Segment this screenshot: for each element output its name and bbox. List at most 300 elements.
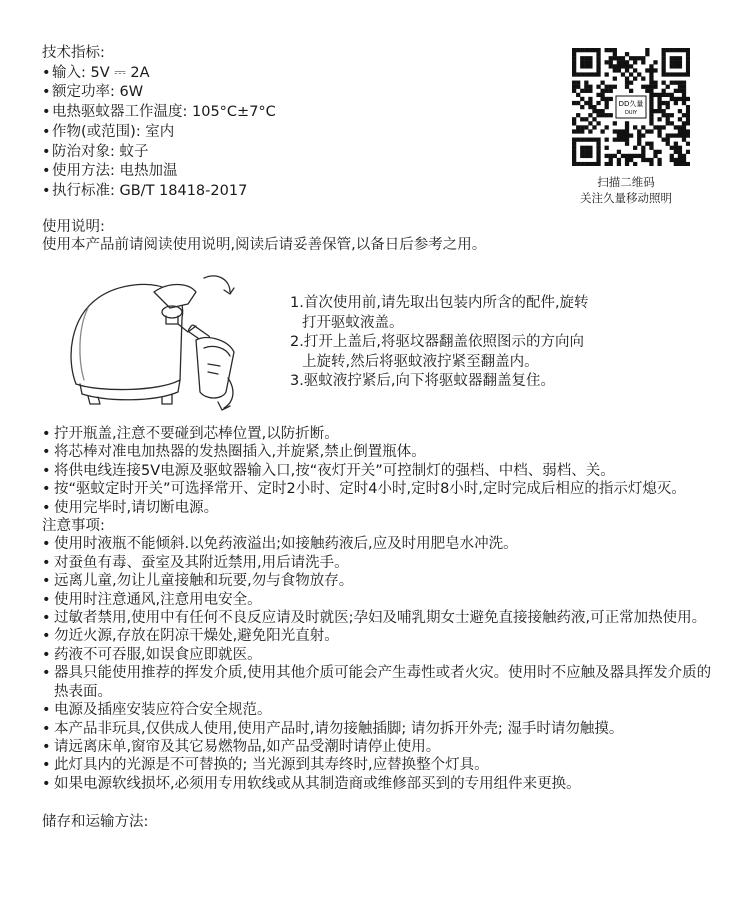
qr-module [621, 72, 625, 76]
caution-item: • 使用时注意通风,注意用电安全。 [42, 591, 722, 609]
qr-module [666, 105, 670, 109]
qr-module [678, 129, 682, 133]
qr-module [605, 105, 609, 109]
qr-module [682, 85, 686, 89]
qr-module [596, 64, 600, 68]
qr-module [596, 121, 600, 125]
qr-module [588, 129, 592, 133]
qr-module [662, 109, 666, 113]
qr-module [572, 48, 576, 52]
qr-module [572, 89, 576, 93]
qr-module [580, 105, 584, 109]
qr-module [617, 56, 621, 60]
qr-module [674, 97, 678, 101]
qr-module [645, 68, 649, 72]
qr-module [674, 125, 678, 129]
qr-module [609, 97, 613, 101]
qr-module [666, 85, 670, 89]
spec-item-temperature: • 电热驱蚊器工作温度: 105°C±7°C [42, 103, 562, 123]
qr-module [674, 158, 678, 162]
qr-module [596, 101, 600, 105]
qr-module [645, 52, 649, 56]
qr-module [605, 146, 609, 150]
qr-section [572, 48, 692, 206]
qr-module [670, 93, 674, 97]
qr-module [572, 85, 576, 89]
caution-item: • 此灯具内的光源是不可替换的; 当光源到其寿终时,应替换整个灯具。 [42, 756, 722, 774]
qr-module [645, 158, 649, 162]
qr-module [576, 138, 580, 142]
qr-module [653, 109, 657, 113]
spec-item-scope: • 作物(或范围): 室内 [42, 123, 562, 143]
qr-module [572, 64, 576, 68]
caution-list [42, 535, 722, 793]
qr-module [682, 101, 686, 105]
qr-module [637, 142, 641, 146]
qr-module [662, 52, 666, 56]
qr-module [580, 97, 584, 101]
qr-module [609, 85, 613, 89]
qr-module [649, 105, 653, 109]
qr-module [633, 162, 637, 166]
qr-module [670, 56, 674, 60]
qr-module [674, 72, 678, 76]
qr-module [609, 158, 613, 162]
qr-module [613, 129, 617, 133]
qr-module [686, 129, 690, 133]
qr-module [670, 72, 674, 76]
qr-module [617, 162, 621, 166]
qr-module [596, 85, 600, 89]
qr-module [588, 85, 592, 89]
qr-module [666, 142, 670, 146]
qr-module [609, 56, 613, 60]
qr-module [649, 81, 653, 85]
qr-module [666, 93, 670, 97]
qr-module [600, 89, 604, 93]
qr-module [588, 138, 592, 142]
qr-module [653, 150, 657, 154]
qr-module [670, 146, 674, 150]
caution-item: • 电源及插座安装应符合安全规范。 [42, 701, 722, 719]
qr-module [584, 138, 588, 142]
qr-module [637, 133, 641, 137]
qr-module [605, 125, 609, 129]
usage-bullet-2: • 将芯棒对准电加热器的发热圈插入,并旋紧,禁止倒置瓶体。 [42, 443, 722, 461]
qr-module [584, 117, 588, 121]
qr-module [637, 154, 641, 158]
qr-module [633, 56, 637, 60]
qr-module [678, 133, 682, 137]
spec-item-power: • 额定功率: 6W [42, 83, 562, 103]
qr-module [686, 72, 690, 76]
qr-module [662, 64, 666, 68]
qr-module [584, 60, 588, 64]
qr-module [682, 158, 686, 162]
qr-module [596, 146, 600, 150]
qr-module [682, 154, 686, 158]
caution-title: 注意事项: [42, 518, 105, 535]
qr-module [605, 162, 609, 166]
spec-item-method: • 使用方法: 电热加温 [42, 162, 562, 182]
qr-module [629, 64, 633, 68]
qr-module [572, 52, 576, 56]
spec-item-target: • 防治对象: 蚊子 [42, 143, 562, 163]
usage-step-2 [290, 333, 690, 353]
qr-module [629, 158, 633, 162]
qr-module [678, 150, 682, 154]
qr-module [682, 113, 686, 117]
qr-module [625, 68, 629, 72]
qr-module [674, 146, 678, 150]
qr-caption [566, 174, 686, 206]
qr-module [625, 64, 629, 68]
qr-module [670, 158, 674, 162]
qr-module [600, 129, 604, 133]
qr-module [580, 129, 584, 133]
qr-module [625, 142, 629, 146]
qr-module [641, 158, 645, 162]
spec-item-standard: • 执行标准: GB/T 18418-2017 [42, 182, 562, 202]
qr-module [674, 89, 678, 93]
qr-module [641, 60, 645, 64]
qr-module [572, 81, 576, 85]
qr-module [686, 113, 690, 117]
qr-module [576, 81, 580, 85]
qr-module [666, 133, 670, 137]
usage-step-1-line1: 1.首次使用前,请先取出包装内所含的配件,旋转 [290, 295, 589, 311]
qr-module [649, 162, 653, 166]
qr-module [641, 133, 645, 137]
qr-module [588, 97, 592, 101]
qr-module [596, 109, 600, 113]
qr-module [674, 133, 678, 137]
qr-module [584, 56, 588, 60]
qr-module [580, 138, 584, 142]
qr-module [605, 101, 609, 105]
qr-module [600, 97, 604, 101]
qr-module [625, 125, 629, 129]
qr-module [649, 64, 653, 68]
usage-step-list [290, 294, 690, 392]
qr-module [633, 76, 637, 80]
qr-module [613, 48, 617, 52]
qr-module [613, 121, 617, 125]
qr-module [666, 113, 670, 117]
qr-module [666, 121, 670, 125]
qr-module [584, 125, 588, 129]
qr-module [682, 162, 686, 166]
qr-module [596, 154, 600, 158]
qr-module [576, 162, 580, 166]
qr-module [605, 85, 609, 89]
qr-module [584, 89, 588, 93]
qr-module [613, 76, 617, 80]
qr-module [600, 113, 604, 117]
device-illustration [58, 268, 278, 416]
qr-module [653, 68, 657, 72]
caution-item: • 远离儿童,勿让儿童接触和玩要,勿与食物放存。 [42, 572, 722, 590]
qr-module [649, 101, 653, 105]
qr-module [588, 64, 592, 68]
qr-module [686, 150, 690, 154]
qr-module [609, 60, 613, 64]
qr-module [584, 146, 588, 150]
qr-module [584, 162, 588, 166]
usage-step-1 [290, 294, 690, 314]
qr-module [588, 89, 592, 93]
qr-module [657, 117, 661, 121]
qr-module [584, 154, 588, 158]
qr-module [621, 56, 625, 60]
qr-module [617, 158, 621, 162]
qr-module [580, 150, 584, 154]
caution-item: • 器具只能使用推荐的挥发介质,使用其他介质可能会产生毒性或者火灾。使用时不应触及器具挥发介质的热表面。 [42, 664, 722, 701]
qr-module [686, 142, 690, 146]
qr-module [686, 133, 690, 137]
qr-module [670, 48, 674, 52]
qr-module [678, 72, 682, 76]
qr-module [686, 64, 690, 68]
qr-module [633, 154, 637, 158]
qr-module [625, 133, 629, 137]
qr-module [596, 56, 600, 60]
qr-module [657, 105, 661, 109]
qr-module [592, 48, 596, 52]
qr-module [617, 129, 621, 133]
qr-code-image [572, 48, 690, 166]
qr-module [678, 56, 682, 60]
usage-bullet-list [42, 425, 722, 517]
qr-module [682, 89, 686, 93]
qr-module [576, 93, 580, 97]
usage-step-3-line1: 3.驱蚊液拧紧后,向下将驱蚊器翻盖复住。 [290, 373, 555, 390]
qr-module [592, 162, 596, 166]
caution-item: • 请远离床单,窗帘及其它易燃物品,如产品受潮时请停止使用。 [42, 738, 722, 756]
qr-module [649, 85, 653, 89]
qr-module [596, 158, 600, 162]
spec-list [42, 64, 562, 202]
qr-module [637, 138, 641, 142]
caution-item: • 本产品非玩具,仅供成人使用,使用产品时,请勿接触插脚; 请勿拆开外壳; 湿手时请勿触摸。 [42, 720, 722, 738]
qr-module [662, 60, 666, 64]
qr-module [641, 76, 645, 80]
qr-module [605, 60, 609, 64]
qr-module [678, 97, 682, 101]
qr-module [686, 105, 690, 109]
qr-module [657, 97, 661, 101]
qr-caption-line1: 扫描二维码 [597, 175, 655, 189]
qr-module [662, 89, 666, 93]
qr-module [633, 60, 637, 64]
qr-module [592, 109, 596, 113]
qr-module [678, 81, 682, 85]
qr-caption-line2: 关注久量移动照明 [580, 191, 672, 205]
qr-module [674, 64, 678, 68]
qr-module [572, 117, 576, 121]
qr-module [645, 48, 649, 52]
qr-module [629, 154, 633, 158]
qr-module [572, 101, 576, 105]
qr-module [588, 105, 592, 109]
caution-item: • 过敏者禁用,使用中有任何不良反应请及时就医;孕妇及哺乳期女士避免直接接触药液,可正常加热使用。 [42, 609, 722, 627]
qr-module [649, 113, 653, 117]
qr-module [621, 64, 625, 68]
qr-module [617, 133, 621, 137]
qr-module [617, 68, 621, 72]
qr-module [596, 60, 600, 64]
qr-module [596, 142, 600, 146]
spec-section [42, 44, 562, 202]
qr-module [649, 68, 653, 72]
qr-module [653, 125, 657, 129]
qr-module [625, 158, 629, 162]
qr-module [572, 150, 576, 154]
qr-module [662, 81, 666, 85]
qr-module [588, 72, 592, 76]
qr-module [605, 154, 609, 158]
qr-module [596, 48, 600, 52]
qr-module [641, 150, 645, 154]
qr-module [629, 81, 633, 85]
qr-module [666, 101, 670, 105]
qr-module [596, 68, 600, 72]
qr-module [670, 121, 674, 125]
qr-module [576, 72, 580, 76]
qr-module [629, 56, 633, 60]
qr-module [572, 154, 576, 158]
qr-module [657, 125, 661, 129]
qr-module [572, 146, 576, 150]
qr-module [674, 60, 678, 64]
qr-module [629, 89, 633, 93]
qr-module [576, 85, 580, 89]
qr-module [605, 138, 609, 142]
qr-module [662, 68, 666, 72]
qr-module [678, 154, 682, 158]
qr-module [621, 133, 625, 137]
qr-module [605, 72, 609, 76]
qr-module [605, 113, 609, 117]
qr-module [649, 146, 653, 150]
qr-module [682, 97, 686, 101]
qr-module [678, 85, 682, 89]
qr-module [653, 93, 657, 97]
qr-module [678, 48, 682, 52]
qr-module [686, 52, 690, 56]
caution-item: • 勿近火源,存放在阴凉干燥处,避免阳光直射。 [42, 627, 722, 645]
qr-module [625, 138, 629, 142]
caution-item: • 如果电源软线损坏,必须用专用软线或从其制造商或维修部买到的专用组件来更换。 [42, 775, 722, 793]
qr-module [613, 56, 617, 60]
qr-module [588, 56, 592, 60]
qr-logo-text: DD久量 [618, 100, 644, 108]
qr-module [674, 48, 678, 52]
qr-module [662, 48, 666, 52]
qr-module [670, 154, 674, 158]
qr-module [592, 105, 596, 109]
spec-title: 技术指标: [42, 45, 105, 61]
qr-module [678, 125, 682, 129]
qr-module [686, 117, 690, 121]
usage-steps [290, 294, 690, 392]
qr-module [617, 64, 621, 68]
qr-module [649, 117, 653, 121]
qr-module [609, 48, 613, 52]
qr-module [588, 150, 592, 154]
qr-module [670, 133, 674, 137]
qr-module [596, 138, 600, 142]
qr-module [682, 133, 686, 137]
caution-item: • 药液不可吞服,如误食应即就医。 [42, 646, 722, 664]
qr-module [649, 97, 653, 101]
usage-step-2-line2: 上旋转,然后将驱蚊液拧紧至翻盖内。 [302, 353, 539, 370]
qr-module [580, 162, 584, 166]
qr-module [625, 162, 629, 166]
qr-module [629, 133, 633, 137]
usage-intro: 使用本产品前请阅读使用说明,阅读后请妥善保管,以备日后参考之用。 [42, 237, 487, 253]
qr-module [682, 121, 686, 125]
qr-module [686, 60, 690, 64]
qr-module [678, 60, 682, 64]
qr-module [653, 81, 657, 85]
qr-module [576, 101, 580, 105]
qr-module [588, 154, 592, 158]
qr-module [572, 138, 576, 142]
qr-module [588, 146, 592, 150]
qr-module [613, 52, 617, 56]
qr-module [613, 154, 617, 158]
qr-module [596, 52, 600, 56]
qr-module [678, 158, 682, 162]
qr-module [645, 85, 649, 89]
usage-step-3 [290, 372, 690, 392]
qr-module [645, 129, 649, 133]
qr-module [621, 154, 625, 158]
qr-module [662, 125, 666, 129]
qr-module [588, 113, 592, 117]
qr-module [576, 48, 580, 52]
qr-module [633, 125, 637, 129]
qr-module [674, 101, 678, 105]
qr-module [670, 113, 674, 117]
qr-module [605, 97, 609, 101]
qr-module [682, 138, 686, 142]
qr-module [666, 138, 670, 142]
qr-module [637, 56, 641, 60]
qr-module [625, 121, 629, 125]
qr-module [645, 142, 649, 146]
qr-module [641, 56, 645, 60]
qr-module [678, 64, 682, 68]
qr-module [617, 138, 621, 142]
qr-module [670, 64, 674, 68]
qr-module [686, 97, 690, 101]
qr-module [580, 56, 584, 60]
qr-module [584, 72, 588, 76]
qr-module [649, 76, 653, 80]
qr-module [580, 117, 584, 121]
qr-module [617, 60, 621, 64]
qr-module [580, 72, 584, 76]
usage-bullet-3: • 将供电线连接5V电源及驱蚊器输入口,按“夜灯开关”可控制灯的强档、中档、弱档、关。 [42, 462, 722, 480]
qr-module [572, 142, 576, 146]
qr-module [653, 154, 657, 158]
qr-module [596, 162, 600, 166]
usage-step-2-line1: 2.打开上盖后,将驱坟器翻盖依照图示的方向向 [290, 334, 584, 351]
qr-module [592, 117, 596, 121]
qr-module [580, 60, 584, 64]
